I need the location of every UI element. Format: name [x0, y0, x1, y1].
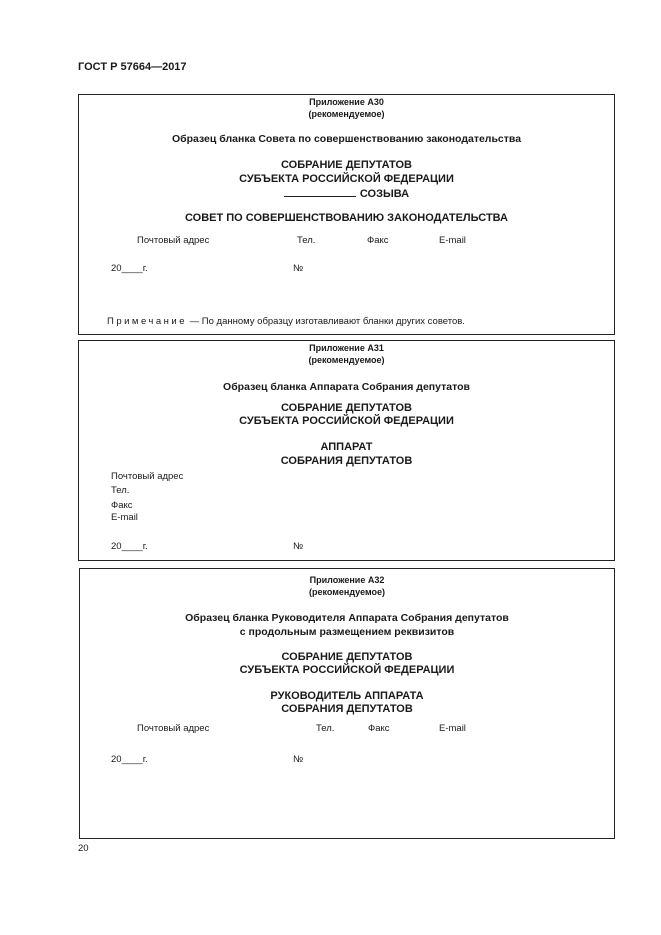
email-label: E-mail	[111, 512, 138, 523]
page-number: 20	[78, 843, 89, 854]
number-field: №	[293, 263, 304, 274]
fax-label: Факс	[368, 723, 390, 734]
convocation-blank	[284, 187, 356, 197]
tel-label: Тел.	[316, 723, 335, 734]
assembly-name: СОБРАНИЕ ДЕПУТАТОВ	[281, 402, 412, 414]
convocation-line	[79, 187, 614, 201]
note-label: Примечание	[107, 316, 187, 327]
head-title: РУКОВОДИТЕЛЬ АППАРАТА	[270, 690, 424, 702]
fax-label: Факс	[111, 500, 133, 511]
tel-label: Тел.	[297, 235, 316, 246]
appendix-a31-form	[78, 340, 615, 561]
assembly-name: СОБРАНИЕ ДЕПУТАТОВ	[281, 159, 412, 171]
address-label: Почтовый адрес	[111, 471, 184, 482]
appendix-status: (рекомендуемое)	[309, 587, 385, 597]
appendix-title: Приложение А32	[309, 575, 385, 585]
email-label: E-mail	[439, 235, 466, 246]
date-field: 20____г.	[111, 541, 148, 552]
address-label: Почтовый адрес	[137, 235, 210, 246]
fax-label: Факс	[367, 235, 389, 246]
appendix-status: (рекомендуемое)	[308, 109, 385, 119]
date-field: 20____г.	[111, 754, 148, 765]
document-code: ГОСТ Р 57664—2017	[78, 61, 187, 73]
email-label: E-mail	[439, 723, 466, 734]
form-title: Образец бланка Совета по совершенствованию законодательства	[171, 133, 522, 145]
date-field: 20____г.	[111, 263, 148, 274]
appendix-status: (рекомендуемое)	[308, 355, 385, 365]
appendix-title: Приложение А31	[309, 343, 384, 353]
assembly-name: СОБРАНИЕ ДЕПУТАТОВ	[281, 651, 413, 663]
number-field: №	[293, 754, 304, 765]
head-title-2: СОБРАНИЯ ДЕПУТАТОВ	[281, 703, 413, 715]
address-label: Почтовый адрес	[137, 723, 210, 734]
note-text: — По данному образцу изготавливают бланки других советов.	[187, 316, 465, 327]
apparatus-name: АППАРАТ	[320, 441, 373, 453]
appendix-title: Приложение А30	[309, 97, 384, 107]
subject-name: СУБЪЕКТА РОССИЙСКОЙ ФЕДЕРАЦИИ	[239, 173, 454, 185]
convocation-label: СОЗЫВА	[359, 188, 410, 200]
apparatus-name-2: СОБРАНИЯ ДЕПУТАТОВ	[280, 455, 413, 467]
form-subtitle: с продольным размещением реквизитов	[239, 626, 455, 638]
tel-label: Тел.	[111, 485, 130, 496]
note	[107, 316, 465, 328]
form-title: Образец бланка Руководителя Аппарата Собрания депутатов	[185, 612, 509, 624]
appendix-a30-form	[78, 94, 615, 335]
form-title: Образец бланка Аппарата Собрания депутатов	[223, 381, 470, 393]
council-name: СОВЕТ ПО СОВЕРШЕНСТВОВАНИЮ ЗАКОНОДАТЕЛЬСТВА	[184, 212, 508, 224]
subject-name: СУБЪЕКТА РОССИЙСКОЙ ФЕДЕРАЦИИ	[239, 415, 454, 427]
appendix-a32-form	[79, 568, 615, 839]
number-field: №	[293, 541, 304, 552]
subject-name: СУБЪЕКТА РОССИЙСКОЙ ФЕДЕРАЦИИ	[239, 664, 455, 676]
